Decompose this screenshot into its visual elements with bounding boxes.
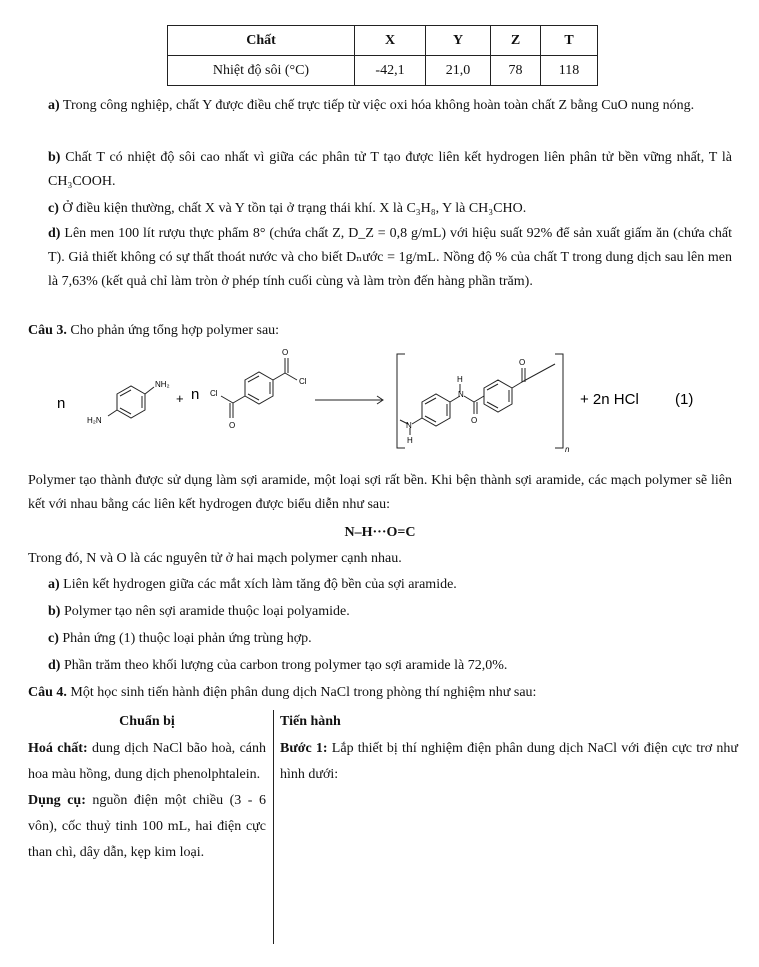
tools-text (28, 788, 266, 866)
oxygen-label: O (471, 416, 478, 425)
step-body: Lắp thiết bị thí nghiệm điện phân dung dịch NaCl với điện cực trơ như hình dưới: (280, 741, 738, 782)
tools-label: Dụng cụ: (28, 793, 86, 808)
statement-label: d) (48, 658, 61, 673)
chemicals-text (28, 736, 266, 788)
statement-text: Liên kết hydrogen giữa các mắt xích làm tăng độ bền của sợi aramide. (63, 577, 457, 592)
q2-statement-a (48, 94, 732, 118)
amino-group-label: NH₂ (155, 380, 170, 389)
column-header: Tiến hành (280, 714, 341, 729)
hydrogen-bond-formula: N–H···O=C (344, 525, 416, 540)
step-label: Bước 1: (280, 741, 328, 756)
q4-heading (28, 681, 732, 705)
question-number: Câu 4. (28, 685, 67, 700)
statement-text: Chất T có nhiệt độ sôi cao nhất vì giữa các phân tử T tạo được liên kết hydrogen liên phân tử bền vững nhất, T là CH₃COOH. (48, 150, 733, 189)
boiling-point-table (167, 25, 598, 86)
product-ring-1 (422, 394, 450, 426)
benzene-ring-diamine (117, 386, 145, 418)
statement-text: Phản ứng (1) thuộc loại phản ứng trùng hợp. (62, 631, 312, 646)
nitrogen-label: N (458, 390, 464, 399)
table-header-cell: Z (491, 26, 541, 56)
hydrogen-label: H (457, 375, 463, 384)
table-header-cell: Chất (168, 26, 355, 56)
statement-label: c) (48, 631, 59, 646)
polymer-reaction-scheme (55, 340, 735, 455)
q3-statement-c (48, 627, 732, 651)
step-1-text (280, 736, 738, 788)
oxygen-label: O (229, 421, 236, 430)
q2-statement-c (48, 197, 732, 221)
table-header-cell: X (355, 26, 426, 56)
q3-note: Trong đó, N và O là các nguyên tử ở hai mạch polymer cạnh nhau. (28, 551, 402, 566)
statement-text: Ở điều kiện thường, chất X và Y tồn tại ở trạng thái khí. X là C₃H₈, Y là CH₃CHO. (62, 201, 527, 216)
procedure-column (280, 710, 738, 788)
chemicals-label: Hoá chất: (28, 741, 88, 756)
q2-statement-b (48, 146, 732, 194)
table-header-row (168, 26, 598, 56)
column-header: Chuẩn bị (119, 714, 175, 729)
repeat-subscript-n: n (565, 445, 570, 454)
chlorine-label: Cl (210, 389, 218, 398)
q2-statement-d (48, 222, 732, 294)
statement-text: Lên men 100 lít rượu thực phẩm 8° (chứa chất Z, D_Z = 0,8 g/mL) với hiệu suất 92% để sản xuất giấm ăn (chứa chất T). Giả thiết không có sự thất thoát nước và cho biết Dₙước = 1g/mL. Nồng độ % của chất T trong dung dịch sau lên men là 7,63% (kết quả chỉ làm tròn ở phép tính cuối cùng và làm tròn đến hàng phần trăm). (48, 226, 733, 289)
table-header-cell: Y (426, 26, 491, 56)
product-ring-2 (484, 380, 512, 412)
table-row (168, 56, 598, 86)
reaction-number: (1) (675, 391, 694, 408)
benzene-ring-acid-chloride (245, 372, 273, 404)
table-cell: 78 (491, 56, 541, 86)
chlorine-label: Cl (299, 377, 307, 386)
statement-label: d) (48, 226, 61, 241)
statement-label: b) (48, 604, 61, 619)
table-cell: -42,1 (355, 56, 426, 86)
nitrogen-label: N (406, 421, 412, 430)
q3-statement-b (48, 600, 732, 624)
question-number: Câu 3. (28, 323, 67, 338)
question-intro: Cho phản ứng tổng hợp polymer sau: (70, 323, 280, 338)
plus-sign: + (176, 391, 184, 406)
statement-label: c) (48, 201, 59, 216)
reaction-svg (55, 340, 735, 455)
statement-text: Trong công nghiệp, chất Y được điều chế trực tiếp từ việc oxi hóa không hoàn toàn chất Z bằng CuO nung nóng. (62, 98, 695, 113)
table-row-label: Nhiệt độ sôi (°C) (168, 56, 355, 86)
coefficient-n: n (57, 395, 66, 412)
product-hcl: + 2n HCl (580, 391, 639, 408)
q3-paragraph: Polymer tạo thành được sử dụng làm sợi aramide, một loại sợi rất bền. Khi bện thành sợi aramide, các mạch polymer sẽ liên kết với nhau bằng các liên kết hydrogen được biểu diễn như sau: (28, 473, 732, 512)
tools-body: nguồn điện một chiều (3 - 6 vôn), cốc thuỷ tinh 100 mL, hai điện cực than chì, dây dẫn, kẹp kim loại. (28, 793, 266, 860)
oxygen-label: O (282, 348, 289, 357)
statement-label: a) (48, 577, 60, 592)
q3-statement-a (48, 573, 732, 597)
left-bracket (397, 354, 405, 448)
amino-group-label: H₂N (87, 416, 102, 425)
statement-text: Phần trăm theo khối lượng của carbon trong polymer tạo sợi aramide là 72,0%. (63, 658, 508, 673)
statement-text: Polymer tạo nên sợi aramide thuộc loại polyamide. (63, 604, 350, 619)
right-bracket (555, 354, 563, 448)
q3-statement-d (48, 654, 732, 678)
question-intro: Một học sinh tiến hành điện phân dung dịch NaCl trong phòng thí nghiệm như sau: (70, 685, 537, 700)
statement-label: b) (48, 150, 61, 165)
chemicals-body: dung dịch NaCl bão hoà, cánh hoa màu hồng, dung dịch phenolphtalein. (28, 741, 267, 782)
oxygen-label: O (519, 358, 526, 367)
table-cell: 21,0 (426, 56, 491, 86)
statement-label: a) (48, 98, 60, 113)
table-header-cell: T (541, 26, 598, 56)
table-cell: 118 (541, 56, 598, 86)
column-divider (273, 710, 274, 944)
coefficient-n: n (191, 386, 200, 403)
hydrogen-label: H (407, 436, 413, 445)
preparation-column (28, 710, 266, 866)
